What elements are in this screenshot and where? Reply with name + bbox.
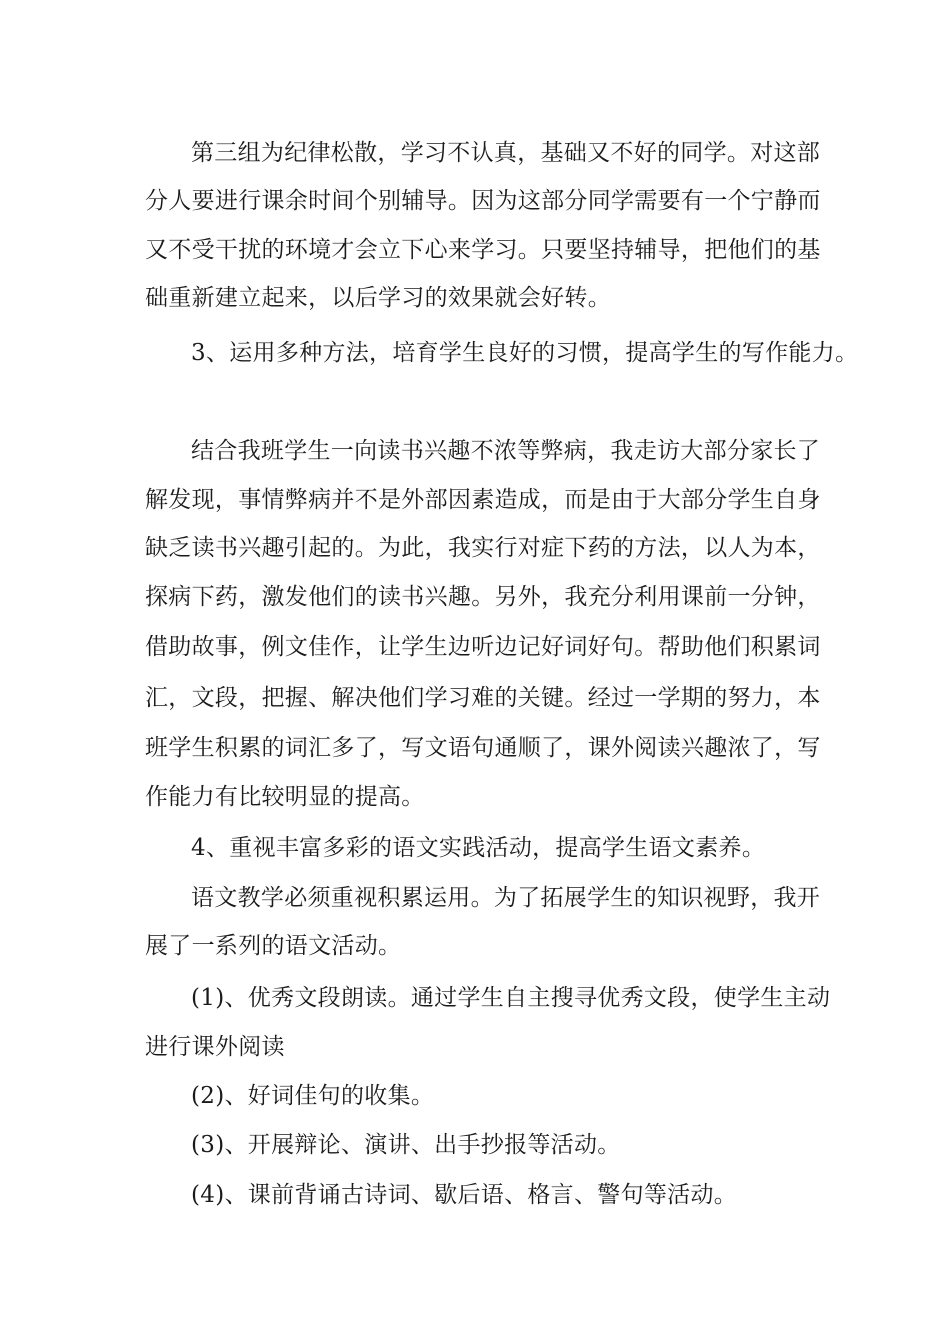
section-heading-4: 4、重视丰富多彩的语文实践活动，提高学生语文素养。 (191, 835, 766, 861)
list-item-4: (4)、课前背诵古诗词、歇后语、格言、警句等活动。 (191, 1182, 738, 1208)
paragraph-line-3: 又不受干扰的环境才会立下心来学习。只要坚持辅导，把他们的基 (145, 237, 821, 263)
list-item-1-line-2: 进行课外阅读 (145, 1034, 285, 1060)
list-item-3: (3)、开展辩论、演讲、出手抄报等活动。 (191, 1132, 621, 1158)
paragraph-line-4: 础重新建立起来，以后学习的效果就会好转。 (145, 285, 611, 311)
list-item-1-line-1: (1)、优秀文段朗读。通过学生自主搜寻优秀文段，使学生主动 (191, 985, 831, 1011)
paragraph-line-11: 汇，文段，把握、解决他们学习难的关键。经过一学期的努力，本 (145, 685, 821, 711)
paragraph-line-15: 语文教学必须重视积累运用。为了拓展学生的知识视野，我开 (191, 885, 821, 911)
paragraph-line-1: 第三组为纪律松散，学习不认真，基础又不好的同学。对这部 (191, 140, 821, 166)
paragraph-line-8: 缺乏读书兴趣引起的。为此，我实行对症下药的方法，以人为本， (145, 535, 821, 561)
section-heading-3: 3、运用多种方法，培育学生良好的习惯，提高学生的写作能力。 (191, 340, 859, 366)
paragraph-line-13: 作能力有比较明显的提高。 (145, 784, 425, 810)
paragraph-line-7: 解发现，事情弊病并不是外部因素造成，而是由于大部分学生自身 (145, 487, 821, 513)
list-item-2: (2)、好词佳句的收集。 (191, 1083, 435, 1109)
paragraph-line-10: 借助故事，例文佳作，让学生边听边记好词好句。帮助他们积累词 (145, 634, 821, 660)
paragraph-line-12: 班学生积累的词汇多了，写文语句通顺了，课外阅读兴趣浓了，写 (145, 735, 821, 761)
paragraph-line-2: 分人要进行课余时间个别辅导。因为这部分同学需要有一个宁静而 (145, 188, 821, 214)
paragraph-line-9: 探病下药，激发他们的读书兴趣。另外，我充分利用课前一分钟， (145, 584, 821, 610)
paragraph-line-16: 展了一系列的语文活动。 (145, 933, 402, 959)
paragraph-line-6: 结合我班学生一向读书兴趣不浓等弊病，我走访大部分家长了 (191, 438, 821, 464)
